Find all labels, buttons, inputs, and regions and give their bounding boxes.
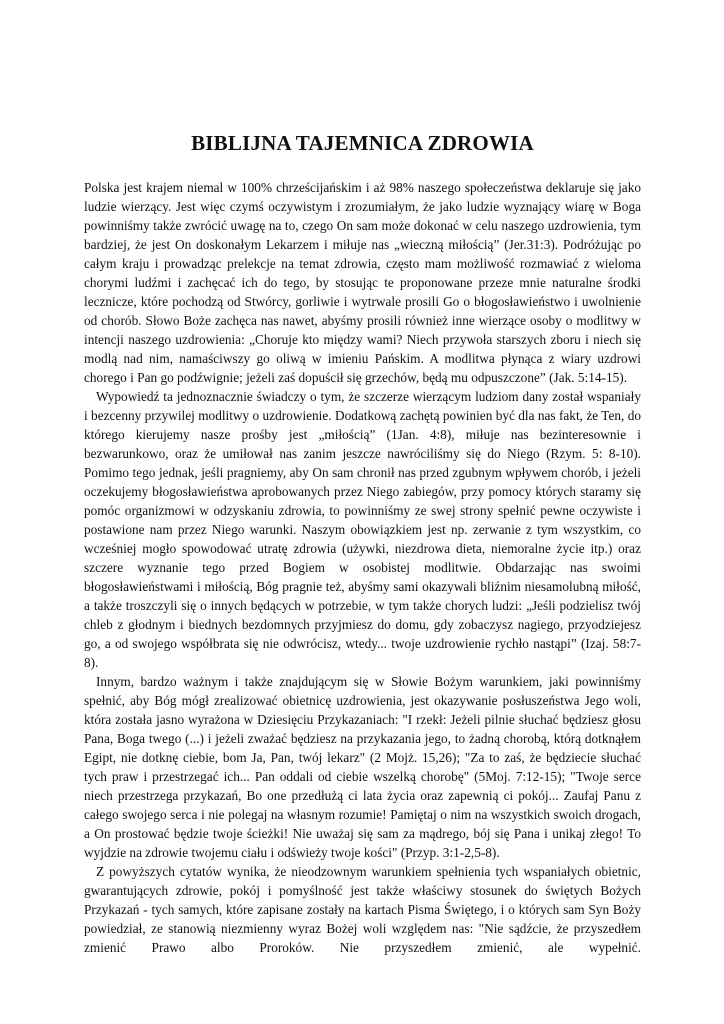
paragraph-3: Innym, bardzo ważnym i także znajdującym się w Słowie Bożym warunkiem, jaki powinniśmy spełnić, aby Bóg mógł zrealizować obietnicę uzdrowienia, jest okazywanie posłuszeństwa Jego woli, która została jasno wyrażona w Dziesięciu Przykazaniach: "I rzekł: Jeżeli pilnie słuchać będziesz głosu Pana, Boga twego (...) i jeżeli zważać będziesz na przykazania jego, to żadną chorobą, którą dotknąłem Egipt, nie dotknę ciebie, bom Ja, Pan, twój lekarz" (2 Mojż. 15,26); "Za to zaś, że będziecie słuchać tych praw i przestrzegać ich... Pan oddali od ciebie wszelką chorobę" (5Moj. 7:12-15); "Twoje serce niech przestrzega przykazań, Bo one przedłużą ci lata życia oraz zapewnią ci pokój... Zaufaj Panu z całego swojego serca i nie polegaj na własnym rozumie! Pamiętaj o nim na wszystkich swoich drogach, a On prostować będzie twoje ścieżki! Nie uważaj się sam za mądrego, bój się Pana i unikaj złego! To wyjdzie na zdrowie twojemu ciału i odświeży twoje kości" (Przyp. 3:1-2,5-8). [84,674,641,860]
document-title: BIBLIJNA TAJEMNICA ZDROWIA [191,131,534,155]
paragraph-1: Polska jest krajem niemal w 100% chrześcijańskim i aż 98% naszego społeczeństwa deklaruje się jako ludzie wierzący. Jest więc czymś oczywistym i zrozumiałym, że jako ludzie wyznający wiarę w Boga powinniśmy także zwrócić uwagę na to, czego On sam może dokonać w celu naszego uzdrowienia, tym bardziej, że jest On doskonałym Lekarzem i miłuje nas „wieczną miłością” (Jer.31:3). Podróżując po całym kraju i prowadząc prelekcje na temat zdrowia, często mam możliwość rozmawiać z wieloma chorymi ludźmi i zachęcać ich do tego, by stosując te proponowane przeze mnie naturalne środki lecznicze, które pochodzą od Stwórcy, gorliwie i wytrwale prosili Go o błogosławieństwo i uwolnienie od chorób. Słowo Boże zachęca nas nawet, abyśmy prosili również inne wierzące osoby o modlitwy w intencji naszego uzdrowienia: „Choruje kto między wami? Niech przywoła starszych zboru i niech się modlą nad nim, namaściwszy go oliwą w imieniu Pańskim. A modlitwa płynąca z wiary uzdrowi chorego i Pan go podźwignie; jeżeli zaś dopuścił się grzechów, będą mu odpuszczone” (Jak. 5:14-15). [84,180,641,385]
document-body [84,178,641,957]
paragraph-2: Wypowiedź ta jednoznacznie świadczy o tym, że szczerze wierzącym ludziom dany został wspaniały i bezcenny przywilej modlitwy o uzdrowienie. Dodatkową zachętą powinien być dla nas fakt, że Ten, do którego kierujemy nasze prośby jest „miłością” (1Jan. 4:8), miłuje nas bezinteresownie i bezwarunkowo, oraz że umiłował nas zanim jeszcze nawróciliśmy się do Niego (Rzym. 5: 8-10). Pomimo tego jednak, jeśli pragniemy, aby On sam chronił nas przed zgubnym wpływem chorób, i jeżeli oczekujemy błogosławieństwa aprobowanych przez Niego zabiegów, przy pomocy których staramy się pomóc organizmowi w odzyskaniu zdrowia, to powinniśmy ze swej strony spełnić pewne oczywiste i postawione nam przez Niego warunki. Naszym obowiązkiem jest np. zerwanie z tym wszystkim, co wcześniej mogło spowodować utratę zdrowia (używki, niezdrowa dieta, niemoralne życie itp.) oraz szczere wyznanie tego przed Bogiem w osobistej modlitwie. Obdarzając nas swoimi błogosławieństwami i miłością, Bóg pragnie też, abyśmy sami okazywali bliźnim niesamolubną miłość, a także troszczyli się o innych będących w potrzebie, w tym także chorych ludzi: „Jeśli podzielisz twój chleb z głodnym i biednych bezdomnych przyjmiesz do domu, gdy zobaczysz nagiego, przyodziejesz go, a od swojego współbrata się nie odwrócisz, wtedy... twoje uzdrowienie rychło nastąpi” (Izaj. 58:7-8). [84,389,641,670]
document-page [84,0,641,1024]
paragraph-4: Z powyższych cytatów wynika, że nieodzownym warunkiem spełnienia tych wspaniałych obietnic, gwarantujących zdrowie, pokój i pomyślność jest także właściwy stosunek do świętych Bożych Przykazań - tych samych, które zapisane zostały na kartach Pisma Świętego, i o których sam Syn Boży powiedział, ze stanowią niezmienny wyraz Bożej woli względem nas: "Nie sądźcie, że przyszedłem zmienić Prawo albo Proroków. Nie przyszedłem zmienić, ale wypełnić. [84,864,641,955]
